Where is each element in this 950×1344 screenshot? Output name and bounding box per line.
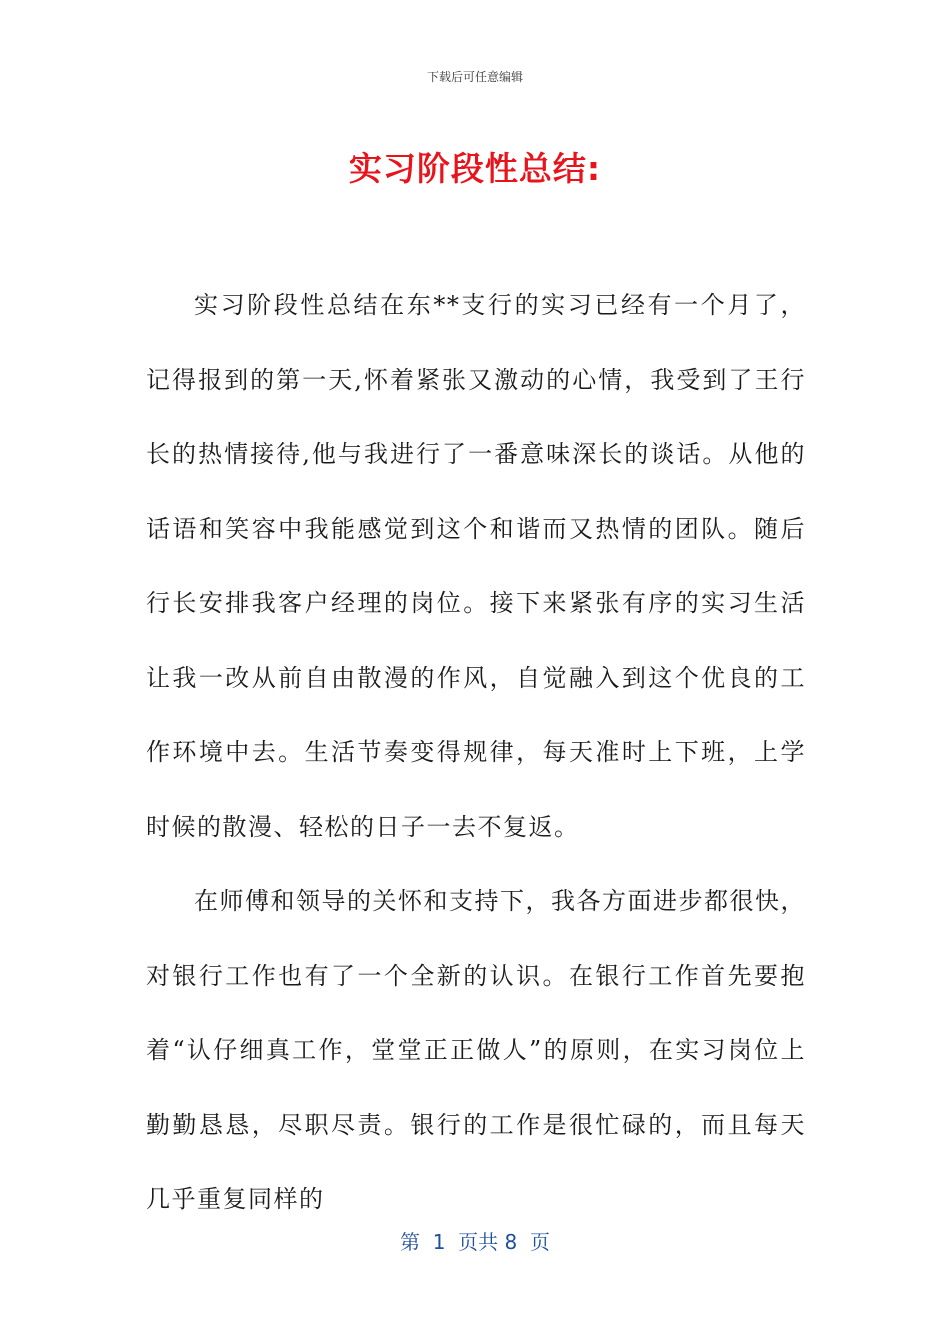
header-note: 下载后可任意编辑 [426, 70, 523, 84]
document-body [146, 268, 806, 1237]
paragraph: 在师傅和领导的关怀和支持下，我各方面进步都很快，对银行工作也有了一个全新的认识。在银行工作首先要抱着“认仔细真工作，堂堂正正做人”的原则，在实习岗位上勤勤恳恳，尽职尽责。银行的工作是很忙碌的，而且每天几乎重复同样的 [146, 887, 806, 1213]
paragraph: 实习阶段性总结在东**支行的实习已经有一个月了，记得报到的第一天,怀着紧张又激动的心情，我受到了王行长的热情接待,他与我进行了一番意味深长的谈话。从他的话语和笑容中我能感觉到这个和谐而又热情的团队。随后行长安排我客户经理的岗位。接下来紧张有序的实习生活让我一改从前自由散漫的作风，自觉融入到这个优良的工作环境中去。生活节奏变得规律，每天准时上下班，上学时候的散漫、轻松的日子一去不复返。 [146, 291, 806, 841]
page-title: 实习阶段性总结: [348, 149, 602, 188]
page-number: 第 1 页共 8 页 [400, 1230, 550, 1254]
